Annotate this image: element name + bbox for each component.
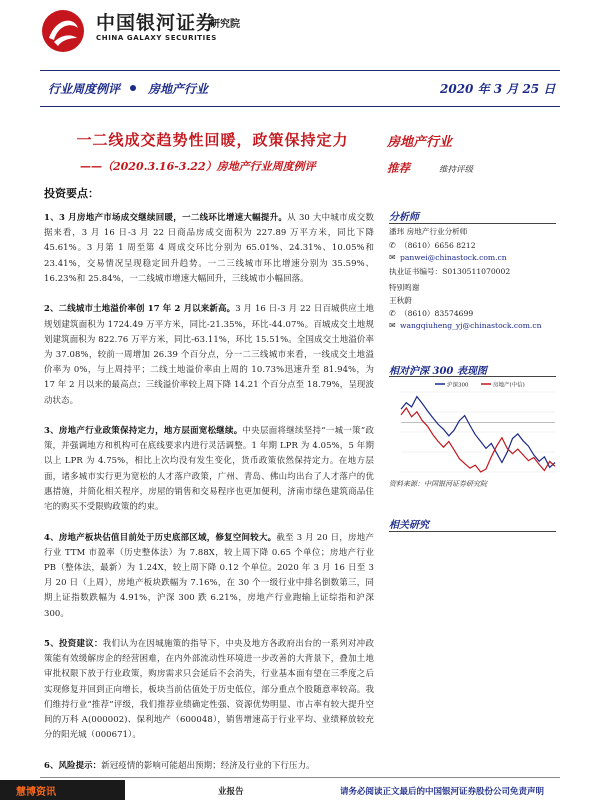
analyst-cert: 执业证书编号：S0130511070002 bbox=[389, 267, 511, 276]
related-research-heading: 相关研究 bbox=[389, 520, 429, 531]
body-paragraph bbox=[44, 423, 374, 514]
analyst-email[interactable]: panwei@chinastock.com.cn bbox=[400, 253, 507, 262]
analyst-phone: （8610）6656 8212 bbox=[400, 241, 476, 250]
body-paragraph bbox=[44, 636, 374, 742]
header-bottom-rule bbox=[40, 106, 560, 107]
paragraph-text: 从 30 大中城市成交数据来看，3 月 16 日-3 月 22 日商品房成交面积为 227.89 万平方米，同比下降 45.61%。3 月第 1 周至第 4 周成交环比分别为 65.01%、24.31%、10.05%和 23.41%，交易情况呈现稳定回升趋势。一二三线城市环比增速分别为 35.59%、16.23%和 25.84%，一二线城市增速大幅回升，三线城市小幅回落。 bbox=[44, 212, 374, 283]
paragraph-text: 中央层面将继续坚持“一城一策”政策，并强调地方和机构可在底线要求内进行灵活调整。1 年期 LPR 为 4.05%，5 年期以上 LPR 为 4.75%，相比上次均没有发生变化，货币政策依然保持定力。在地方层面，诸多城市实行更为宽松的人才落户政策，广州、青岛、佛山均出台了人才落户的优惠措施，并简化相关程序，房屋的销售和交易程序也更加便利，济南市绿色建筑商品住宅的购买不受限购政策的约束。 bbox=[44, 425, 374, 512]
section-heading: 投资要点： bbox=[44, 187, 99, 200]
sidebar-sector-name: 房地产行业 bbox=[387, 135, 453, 150]
contributor-phone: （8610）83574699 bbox=[400, 309, 474, 318]
email-icon: ✉ bbox=[389, 321, 396, 330]
phone-icon: ✆ bbox=[389, 309, 396, 318]
phone-icon: ✆ bbox=[389, 241, 396, 250]
paragraph-text: 新冠疫情的影响可能超出预期；经济及行业的下行压力。 bbox=[101, 759, 315, 770]
footer-disclaimer: 请务必阅读正文最后的中国银河证券股份公司免责声明 bbox=[340, 787, 545, 797]
report-title: 一二线成交趋势性回暖，政策保持定力 bbox=[76, 131, 349, 149]
analyst-rule bbox=[389, 223, 556, 224]
contributor-email-line[interactable] bbox=[389, 321, 542, 330]
report-date: 2020 年 3 月 25 日 bbox=[440, 82, 556, 96]
analyst-heading: 分析师 bbox=[389, 212, 419, 223]
paragraph-text: 截至 3 月 20 日，房地产行业 TTM 市盈率（历史整体法）为 7.88X，较上周下降 0.65 个单位；房地产行业 PB（整体法，最新）为 1.24X，较上周下降 0.12 个单位。2020 年 3 月 16 日至 3 月 20 日（上周），房地产板块跌幅为 7.16%，在 30 个一级行业中排名倒数第三，同期上证指数跌幅为 4.91%，沪深 300 跌 6.21%，房地产行业跑输上证综指和沪深 300。 bbox=[44, 531, 374, 618]
rating-label: 推荐 bbox=[387, 161, 410, 175]
rating-note: 维持评级 bbox=[439, 165, 474, 175]
report-type: 行业周度例评 bbox=[48, 82, 121, 96]
chart-title: 相对沪深 300 表现图 bbox=[389, 366, 487, 377]
chart-source: 资料来源：中国银河证券研究院 bbox=[389, 480, 487, 488]
paragraph-lead: 5、投资建议： bbox=[44, 638, 103, 649]
paragraph-text: 3 月 16 日-3 月 22 日百城供应土地规划建筑面积为 1724.49 万平方米，同比-21.35%，环比-44.07%。百城成交土地规划建筑面积为 822.76 万平方米，同比-63.11%，环比 15.51%。全国成交土地溢价率为 37.08%，较前一周增加 26.39 个百分点，分一二三线城市来看，一线成交土地溢价率为 0%，与上周持平；二线土地溢价率由上周的 10.73%迅速升至 81.94%，为 17 年 2 月以来的最高点；三线溢价率较上周下降 14.21 个百分点至 18.79%，呈现波动状态。 bbox=[44, 303, 374, 405]
paragraph-lead: 2、二线城市土地溢价率创 17 年 2 月以来新高。 bbox=[44, 303, 236, 314]
paragraph-text: 我们认为在因城施策的指导下，中央及地方各政府出台的一系列对冲政策能有效缓解房企的经营困难，在内外部流动性环境进一步改善的大背景下，叠加土地审批权限下放于行业政策，购房需求只会延后不会消失，行业基本面有望在三季度之后实现修复并回到正向增长，板块当前估值处于历史低位，部分重点个股随意率较高。我们维持行业“推荐”评级，我们推荐业绩确定性强、资源优势明显、市占率有较大提升空间的万科 A(000002)、保利地产（600048），销售增速高于行业平均、业绩释放较充分的阳光城（000671）。 bbox=[44, 638, 374, 740]
footer-left-text: 业报告 bbox=[218, 787, 244, 797]
body-paragraph bbox=[44, 758, 374, 773]
report-subtitle: ——（2020.3.16-3.22）房地产行业周度例评 bbox=[80, 160, 316, 173]
analyst-name: 潘玮 房地产行业分析师 bbox=[389, 227, 468, 236]
separator-dot-icon bbox=[130, 85, 136, 91]
footer-watermark-badge bbox=[0, 780, 125, 800]
body-paragraph bbox=[44, 301, 374, 407]
footer-badge-text: 慧博资讯 bbox=[16, 787, 56, 798]
header-top-rule bbox=[40, 70, 560, 71]
header-sector: 房地产行业 bbox=[148, 82, 209, 96]
analyst-phone-line bbox=[389, 240, 476, 251]
galaxy-logo-icon bbox=[40, 8, 86, 54]
report-body bbox=[44, 210, 374, 788]
report-type-line bbox=[48, 80, 208, 97]
contributor-phone-line bbox=[389, 308, 473, 319]
contributor-name: 王秋蔚 bbox=[389, 296, 412, 305]
brand-name-en: CHINA GALAXY SECURITIES bbox=[96, 34, 217, 42]
legend-label-realestate: 房地产(中信) bbox=[493, 382, 525, 389]
analyst-email-line[interactable] bbox=[389, 253, 507, 262]
body-paragraph bbox=[44, 530, 374, 621]
paragraph-lead: 1、3 月房地产市场成交继续回暖，一二线环比增速大幅提升。 bbox=[44, 212, 288, 222]
footer-rule bbox=[40, 777, 560, 778]
chart-title-rule bbox=[389, 376, 556, 377]
email-icon: ✉ bbox=[389, 253, 396, 262]
contributor-heading: 特别鸣谢 bbox=[389, 283, 420, 292]
legend-label-hs300: 沪深300 bbox=[447, 382, 469, 389]
body-paragraph bbox=[44, 210, 374, 286]
paragraph-lead: 4、房地产板块估值目前处于历史底部区域，修复空间较大。 bbox=[44, 531, 277, 542]
related-research-rule bbox=[389, 531, 556, 532]
contributor-email[interactable]: wangqiuheng_yj@chinastock.com.cn bbox=[400, 321, 542, 330]
relative-performance-chart bbox=[389, 378, 559, 478]
paragraph-lead: 6、风险提示： bbox=[44, 759, 102, 770]
paragraph-lead: 3、房地产行业政策保持定力，地方层面宽松继续。 bbox=[44, 425, 243, 436]
institute-label: 研究院 bbox=[210, 19, 240, 30]
brand-name: 中国银河证券 bbox=[96, 12, 217, 34]
